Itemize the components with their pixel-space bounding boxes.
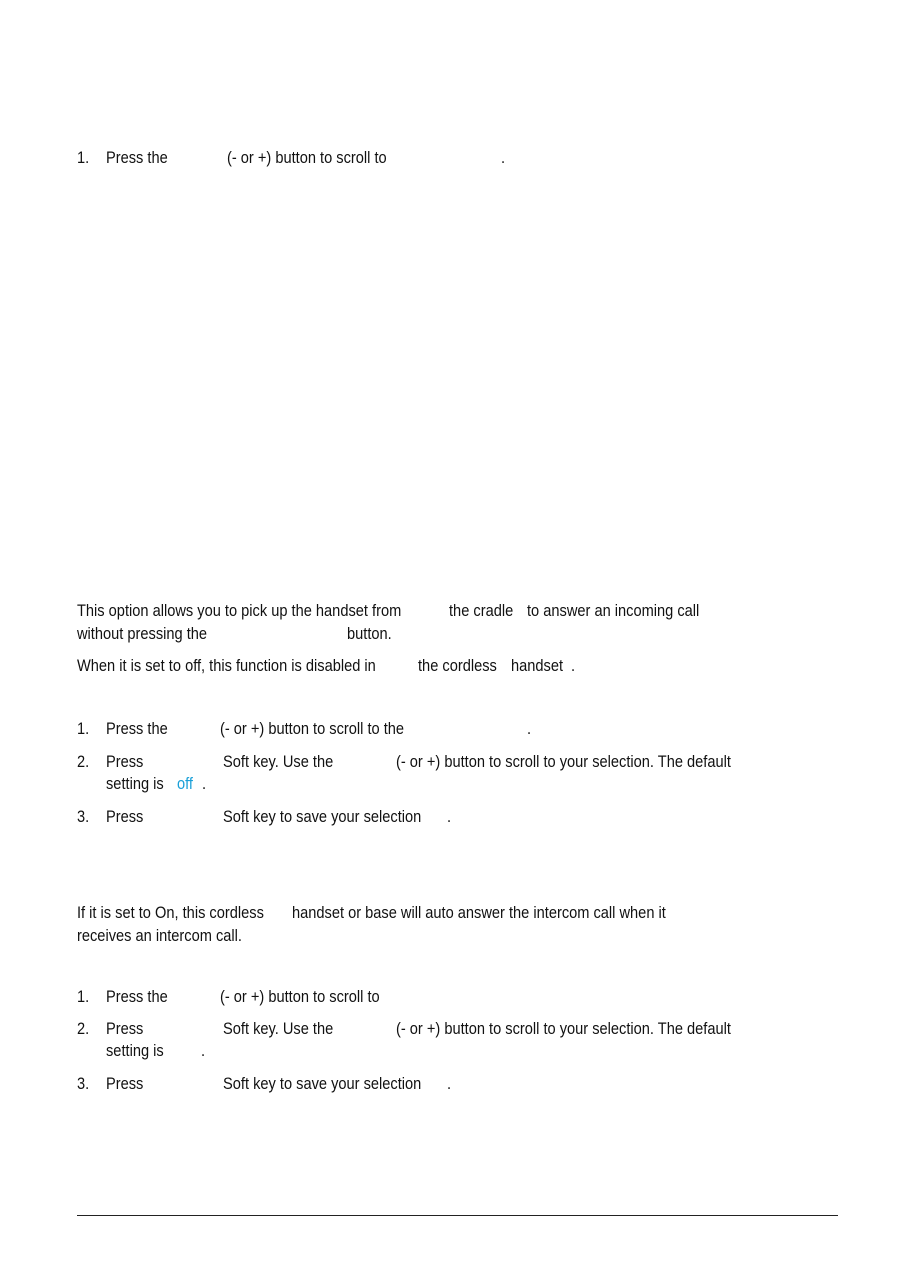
step-text: (- or +) button to scroll to your selection. The default (396, 1019, 731, 1038)
step-text: setting is (106, 1041, 164, 1060)
step-text: Soft key. Use the (223, 1019, 334, 1038)
default-value-off: off (177, 774, 193, 793)
paragraph-text: button. (347, 624, 392, 643)
paragraph-text: handset or base will auto answer the intercom call when it (292, 903, 666, 922)
paragraph-text: to answer an incoming call (527, 601, 700, 620)
step-number: 2. (77, 1019, 90, 1038)
step-text: (- or +) button to scroll to (227, 148, 387, 167)
step-text: (- or +) button to scroll to your selection. The default (396, 752, 731, 771)
step-text: . (527, 719, 532, 738)
step-text: Press the (106, 719, 168, 738)
paragraph-text: When it is set to off, this function is disabled in (77, 656, 376, 675)
paragraph-text: the cordless (418, 656, 497, 675)
step-number: 3. (77, 1074, 90, 1093)
step-text: Soft key to save your selection (223, 807, 422, 826)
step-number: 3. (77, 807, 90, 826)
step-text: (- or +) button to scroll to (220, 987, 380, 1006)
step-text: . (201, 1041, 206, 1060)
step-text: setting is (106, 774, 164, 793)
step-text: Press (106, 1019, 144, 1038)
step-text: Press (106, 752, 144, 771)
paragraph-text: the cradle (449, 601, 514, 620)
step-number: 1. (77, 148, 90, 167)
step-text: Soft key. Use the (223, 752, 334, 771)
step-text: Soft key to save your selection (223, 1074, 422, 1093)
step-text: (- or +) button to scroll to the (220, 719, 405, 738)
step-number: 1. (77, 987, 90, 1006)
paragraph-text: receives an intercom call. (77, 926, 242, 945)
footer-divider (77, 1215, 838, 1216)
paragraph-text: handset (511, 656, 564, 675)
step-text: . (447, 1074, 452, 1093)
step-text: . (202, 774, 207, 793)
paragraph-text: If it is set to On, this cordless (77, 903, 264, 922)
step-text: . (447, 807, 452, 826)
paragraph-text: without pressing the (77, 624, 208, 643)
step-number: 2. (77, 752, 90, 771)
step-text: Press the (106, 987, 168, 1006)
paragraph-text: . (571, 656, 576, 675)
step-text: Press the (106, 148, 168, 167)
step-text: Press (106, 807, 144, 826)
step-text: . (501, 148, 506, 167)
paragraph-text: This option allows you to pick up the handset from (77, 601, 402, 620)
step-number: 1. (77, 719, 90, 738)
step-text: Press (106, 1074, 144, 1093)
